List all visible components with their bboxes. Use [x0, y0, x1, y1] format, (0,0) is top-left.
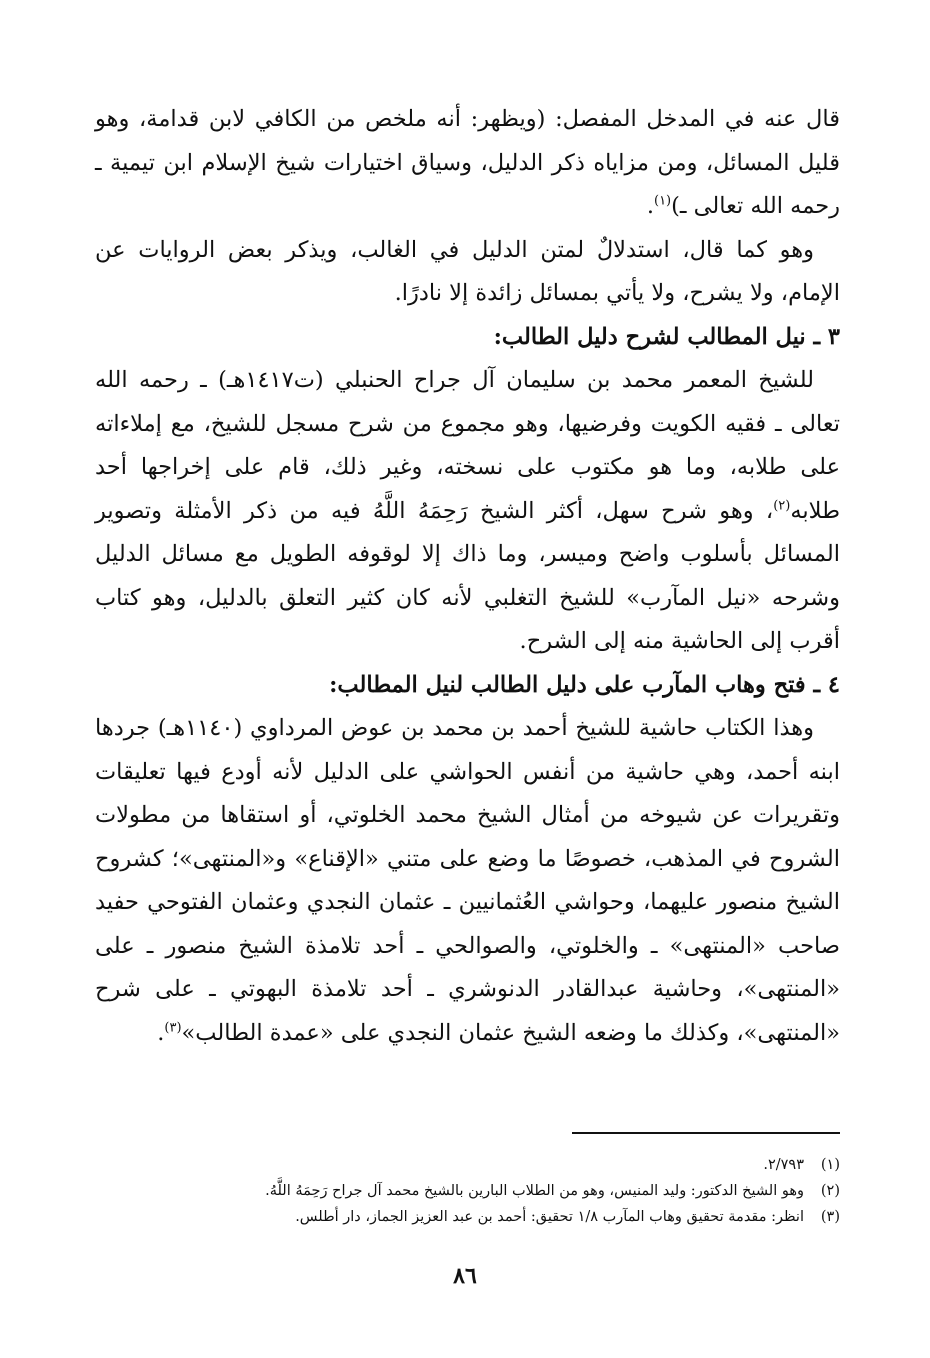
paragraph-nayl-tail: ، وهو شرح سهل، أكثر الشيخ رَحِمَهُ اللَّهُ فيه من ذكر الأمثلة وتصوير المسائل بأسلوب واضح وميسر، وما ذاك إلا لوقوفه الطويل مع مسائل الدليل وشرحه «نيل المآرب» للشيخ التغلبي لأنه كان كثير التعلق بالدليل، وهو كتاب أقرب إلى الحاشية منه إلى الشرح. — [95, 497, 840, 654]
footnote-3 — [95, 1204, 840, 1230]
footnote-number: (٢) — [820, 1183, 840, 1199]
page-number: ٨٦ — [453, 1263, 477, 1289]
paragraph-intro-text: قال عنه في المدخل المفصل: (ويظهر: أنه ملخص من الكافي لابن قدامة، وهو قليل المسائل، ومن مزاياه ذكر الدليل، وسياق اختيارات شيخ الإسلام ابن تيمية ـ رحمه الله تعالى ـ) — [95, 106, 840, 219]
paragraph-fath-wahhab — [95, 707, 840, 1055]
footnote-ref-3[interactable]: (٣) — [164, 1020, 182, 1035]
heading-fath-wahhab: ٤ ـ فتح وهاب المآرب على دليل الطالب لنيل المطالب: — [329, 671, 840, 698]
footnote-2 — [95, 1178, 840, 1204]
footnote-divider — [572, 1132, 840, 1134]
heading-nayl-al-matalib: ٣ ـ نيل المطالب لشرح دليل الطالب: — [493, 323, 840, 350]
footnote-ref-1[interactable]: (١) — [653, 193, 672, 209]
paragraph-fath-text: وهذا الكتاب حاشية للشيخ أحمد بن محمد بن عوض المرداوي (١١٤٠هـ) جردها ابنه أحمد، وهي حاشية من أنفس الحواشي على الدليل لأنه أودع فيها تعليقات وتقريرات عن شيوخه من أمثال الشيخ محمد الخلوتي، أو استقاها من مطولات الشروح في المذهب، خصوصًا ما وضع على متني «الإقناع» و«المنتهى»؛ كشروح الشيخ منصور عليهما، وحواشي العُثمانيين ـ عثمان النجدي وعثمان الفتوحي حفيد صاحب «المنتهى» ـ والخلوتي، والصوالحي ـ أحد تلامذة الشيخ منصور ـ على «المنتهى»، وحاشية عبدالقادر الدنوشري ـ أحد تلامذة البهوتي ـ على شرح «المنتهى»، وكذلك ما وضعه الشيخ عثمان النجدي على «عمدة الطالب» — [95, 715, 840, 1046]
footnote-number: (٣) — [820, 1209, 840, 1225]
paragraph-intro-tail: . — [646, 193, 654, 219]
footnote-ref-2[interactable]: (٢) — [773, 498, 791, 513]
paragraph-fath-tail: . — [157, 1019, 165, 1046]
paragraph-assessment: وهو كما قال، استدلالٌ لمتن الدليل في الغالب، ويذكر بعض الروايات عن الإمام، ولا يشرح، ولا يأتي بمسائل زائدة إلا نادرًا. — [95, 236, 840, 306]
paragraph-intro — [95, 98, 840, 229]
footnote-text: انظر: مقدمة تحقيق وهاب المآرب ١/٨ تحقيق: أحمد بن عبد العزيز الجماز، دار أطلس. — [295, 1209, 804, 1225]
footnote-1 — [95, 1152, 840, 1178]
paragraph-nayl-text: للشيخ المعمر محمد بن سليمان آل جراح الحنبلي (ت١٤١٧هـ) ـ رحمه الله تعالى ـ فقيه الكويت وفرضيها، وهو مجموع من شرح مسجل للشيخ، مع إملاءاته على طلابه، وما هو مكتوب على نسخته، وغير ذلك، قام على إخراجها أحد طلابه — [95, 367, 840, 524]
footnote-text: ٢/٧٩٣. — [763, 1157, 804, 1173]
footnote-text: وهو الشيخ الدكتور: وليد المنيس، وهو من الطلاب البارين بالشيخ محمد آل جراح رَحِمَهُ اللَّهُ. — [265, 1183, 804, 1199]
page-body — [95, 98, 840, 1055]
paragraph-nayl-al-matalib — [95, 359, 840, 664]
footnotes-section — [95, 1132, 840, 1230]
footnote-number: (١) — [820, 1157, 840, 1173]
